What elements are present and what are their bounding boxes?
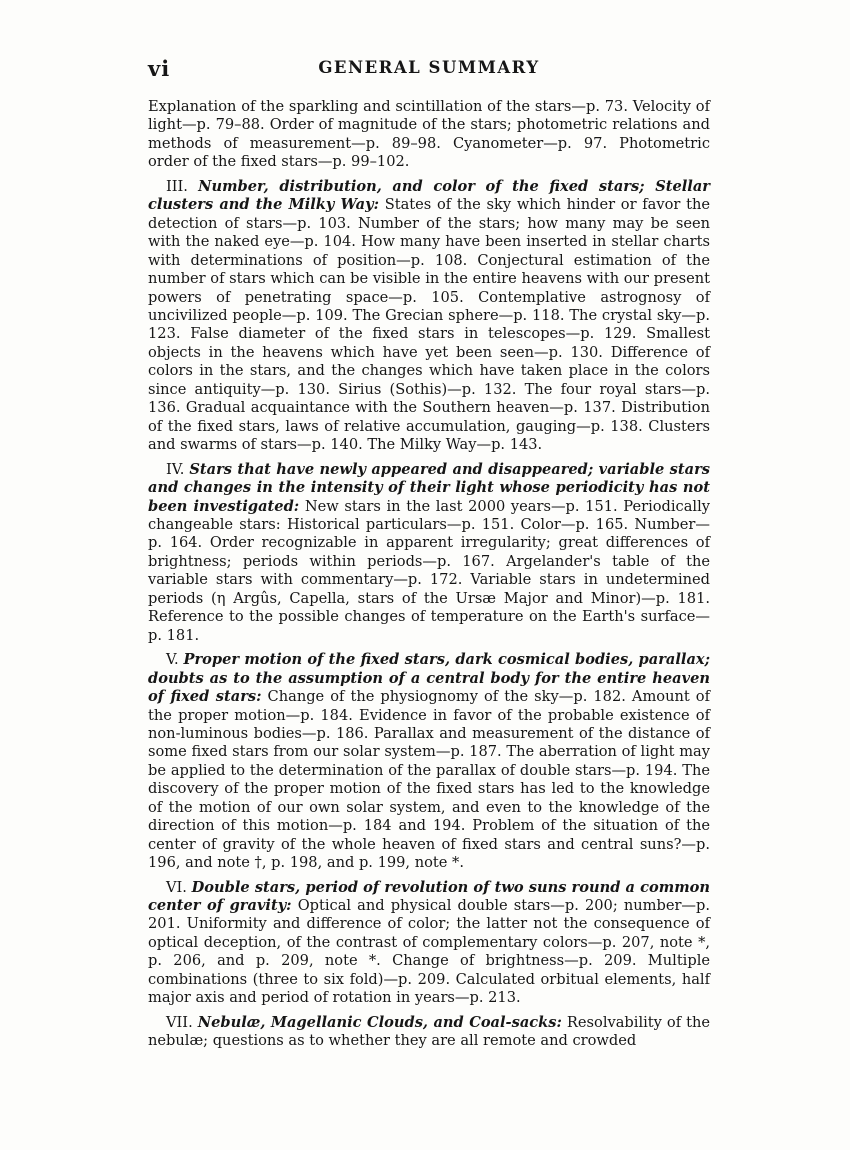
section-text: Optical and physical double stars—p. 200; number—p. 201. Uniformity and difference of color; the latter not the consequence of optical deception, of the contrast of complementary colors—p. 207, note *, p. 206, and p. 209, note *. Change of brightness—p. 209. Multiple combinations (three to six fold)—p. 209. Calculated orbitual elements, half major axis and period of rotation in years—p. 213. [148, 897, 711, 1007]
page-number: vi [148, 56, 171, 81]
section-text: Resolvability of the nebulæ; questions as to whether they are all remote and crowded [148, 1013, 711, 1050]
paragraph-text: Explanation of the sparkling and scintillation of the stars—p. 73. Velocity of light—p. 79–88. Order of magnitude of the stars; photometric relations and methods of measurement—p. 89–98. Cyanometer—p. 97. Photometric order of the fixed stars—p. 99–102. [148, 98, 710, 171]
section-title: Double stars, period of revolution of two suns round a common center of gravity: [148, 878, 710, 915]
section-title: Proper motion of the fixed stars, dark cosmical bodies, parallax; doubts as to the assumption of a central body for the entire heaven of fixed stars: [148, 651, 710, 706]
section-vi [148, 879, 710, 1008]
section-iii [148, 178, 710, 455]
section-text: States of the sky which hinder or favor the detection of stars—p. 103. Number of the stars; how many may be seen with the naked eye—p. 104. How many have been inserted in stellar charts with determinations of position—p. 108. Conjectural estimation of the number of stars which can be visible in the entire heavens with our present powers of penetrating space—p. 105. Contemplative astrognosy of uncivilized people—p. 109. The Grecian sphere—p. 118. The crystal sky—p. 123. False diameter of the fixed stars in telescopes—p. 129. Smallest objects in the heavens which have yet been seen—p. 130. Difference of colors in the stars, and the changes which have taken place in the colors since antiquity—p. 130. Sirius (Sothis)—p. 132. The four royal stars—p. 136. Gradual acquaintance with the Southern heaven—p. 137. Distribution of the fixed stars, laws of relative accumulation, gauging—p. 138. Clusters and swarms of stars—p. 140. The Milky Way—p. 143. [148, 196, 711, 454]
section-number: V. [166, 651, 179, 669]
section-number: III. [166, 177, 188, 195]
section-iv [148, 461, 710, 646]
section-vii [148, 1014, 710, 1051]
section-title: Stars that have newly appeared and disappeared; variable stars and changes in the intensity of their light whose periodicity has not been investigated: [148, 460, 710, 515]
section-title: Number, distribution, and color of the fixed stars; Stellar clusters and the Milky Way: [148, 177, 710, 214]
section-number: VI. [166, 878, 187, 896]
section-title: Nebulæ, Magellanic Clouds, and Coal-sacks: [197, 1013, 562, 1031]
section-number: VII. [166, 1013, 193, 1031]
section-v [148, 651, 710, 872]
section-number: IV. [166, 460, 185, 478]
page-header [148, 56, 710, 84]
running-head: GENERAL SUMMARY [318, 58, 540, 77]
section-text: Change of the physiognomy of the sky—p. 182. Amount of the proper motion—p. 184. Evidence in favor of the probable existence of non-luminous bodies—p. 186. Parallax and measurement of the distance of some fixed stars from our solar system—p. 187. The aberration of light may be applied to the determination of the parallax of double stars—p. 194. The discovery of the proper motion of the fixed stars has led to the knowledge of the motion of our own solar system, and even to the knowledge of the direction of this motion—p. 184 and 194. Problem of the situation of the center of gravity of the whole heaven of fixed stars and central suns?—p. 196, and note †, p. 198, and p. 199, note *. [148, 688, 710, 872]
section-text: New stars in the last 2000 years—p. 151. Periodically changeable stars: Historical particulars—p. 151. Color—p. 165. Number—p. 164. Order recognizable in apparent irregularity; great differences of brightness; periods within periods—p. 167. Argelander's table of the variable stars with commentary—p. 172. Variable stars in undetermined periods (η Argûs, Capella, stars of the Ursæ Major and Minor)—p. 181. Reference to the possible changes of temperature on the Earth's surface—p. 181. [148, 497, 710, 644]
summary-text [148, 98, 710, 1051]
paragraph-continued [148, 98, 710, 172]
